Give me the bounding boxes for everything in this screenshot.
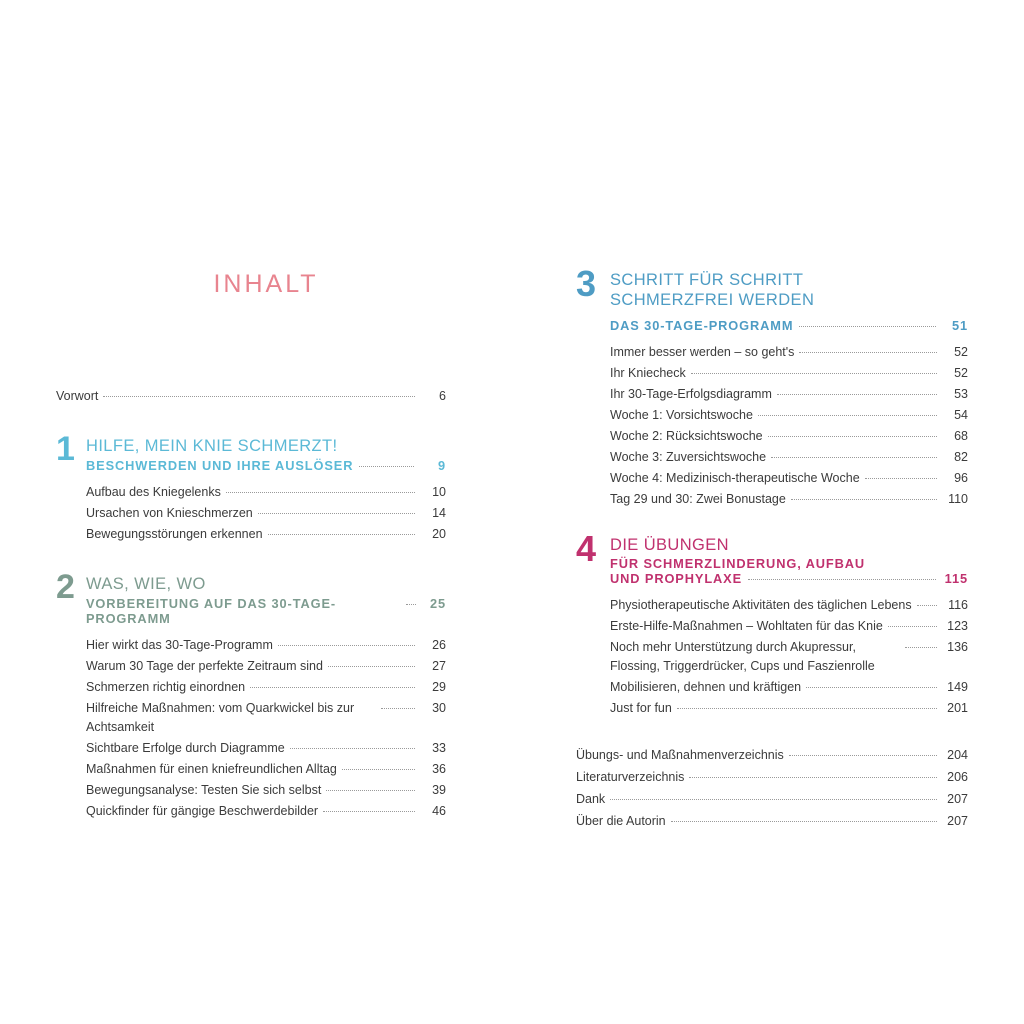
toc-entry-page: 30 [432,701,446,715]
leader-dots [258,513,415,514]
toc-entry-page: 110 [948,492,968,506]
toc-entry-page: 207 [947,814,968,828]
toc-entry-page: 6 [439,389,446,403]
toc-entry-label: Über die Autorin [576,814,666,828]
toc-entry-page: 36 [432,762,446,776]
toc-entry[interactable] [610,448,968,467]
toc-entry[interactable] [86,699,446,737]
toc-entry-label: Dank [576,792,606,806]
toc-entry[interactable] [86,760,446,779]
toc-entry-label: Ursachen von Knieschmerzen [86,506,253,520]
toc-entry[interactable] [610,638,968,676]
toc-entry-page: 26 [432,638,446,652]
toc-entry[interactable] [610,469,968,488]
toc-entry-label: Warum 30 Tage der perfekte Zeitraum sind [86,659,323,673]
leader-dots [799,326,936,327]
toc-entry-label: Woche 4: Medizinisch-therapeutische Woche [610,471,860,485]
toc-entry-page: 14 [432,506,446,520]
page-title: INHALT [213,270,319,298]
toc-entry-page: 206 [947,770,968,784]
leader-dots [758,415,937,416]
toc-entry-page: 204 [947,748,968,762]
leader-dots [777,394,937,395]
toc-entry[interactable] [610,427,968,446]
leader-dots [381,708,415,709]
toc-entry-label: Physiotherapeutische Aktivitäten des täglichen Lebens [610,598,912,612]
chapter-heading-line2: SCHMERZFREI WERDEN [610,291,815,309]
toc-entry-page: 52 [954,345,968,359]
toc-entry[interactable] [576,812,968,831]
chapter-heading: WAS, WIE, WO [86,575,206,593]
toc-entry[interactable] [86,678,446,697]
leader-dots [328,666,415,667]
leader-dots [226,492,415,493]
leader-dots [888,626,937,627]
toc-entry-label: Sichtbare Erfolge durch Diagramme [86,741,285,755]
toc-entry-label: Hier wirkt das 30-Tage-Programm [86,638,273,652]
toc-entry[interactable] [576,790,968,809]
toc-entry[interactable] [610,617,968,636]
toc-entry[interactable] [610,490,968,509]
toc-entry-page: 53 [954,387,968,401]
toc-entry[interactable] [610,596,968,615]
toc-entry-label: Tag 29 und 30: Zwei Bonustage [610,492,786,506]
leader-dots [359,466,414,467]
toc-entry-page: 54 [954,408,968,422]
chapter-number: 1 [56,430,75,468]
leader-dots [748,579,936,580]
leader-dots [691,373,937,374]
toc-entry-label: Ihr 30-Tage-Erfolgsdiagramm [610,387,772,401]
chapter-subheading-line2: UND PROPHYLAXE [610,571,743,586]
leader-dots [268,534,415,535]
leader-dots [789,755,937,756]
toc-entry[interactable] [610,385,968,404]
toc-entry-label: Woche 2: Rücksichtswoche [610,429,763,443]
leader-dots [771,457,937,458]
toc-entry[interactable] [610,406,968,425]
toc-entry[interactable] [86,739,446,758]
leader-dots [323,811,415,812]
toc-entry-label: Erste-Hilfe-Maßnahmen – Wohltaten für das Knie [610,619,883,633]
toc-back-matter [576,746,968,831]
toc-entry-page: 149 [947,680,968,694]
chapter-subheading: DAS 30-TAGE-PROGRAMM [610,318,794,333]
toc-entry-page: 10 [432,485,446,499]
leader-dots [799,352,937,353]
chapter-page: 51 [951,318,968,333]
leader-dots [689,777,937,778]
toc-entry-label: Vorwort [56,389,99,403]
chapter-subheading: BESCHWERDEN UND IHRE AUSLÖSER [86,458,354,473]
toc-entry-vorwort[interactable] [56,387,446,406]
toc-entry-label: Woche 1: Vorsichtswoche [610,408,753,422]
toc-entry-label: Mobilisieren, dehnen und kräftigen [610,680,802,694]
toc-entry-label: Woche 3: Zuversichtswoche [610,450,767,464]
chapter-2[interactable] [56,568,446,821]
leader-dots [278,645,415,646]
toc-entry[interactable] [610,364,968,383]
toc-entry[interactable] [86,636,446,655]
toc-entry-label: Hilfreiche Maßnahmen: vom Quarkwickel bis zur Achtsamkeit [86,701,355,734]
leader-dots [326,790,415,791]
leader-dots [342,769,415,770]
toc-right-column [576,263,968,834]
toc-entry-page: 136 [947,640,968,654]
toc-entry[interactable] [576,768,968,787]
chapter-3[interactable] [576,263,968,509]
leader-dots [290,748,415,749]
leader-dots [406,604,416,605]
toc-entry[interactable] [86,802,446,821]
toc-entry-page: 27 [432,659,446,673]
toc-entry-label: Noch mehr Unterstützung durch Akupressur, Flossing, Triggerdrücker, Cups und Faszienrolle [610,640,875,673]
toc-entry[interactable] [610,699,968,718]
toc-left-column [56,270,446,823]
toc-entry[interactable] [610,678,968,697]
chapter-1[interactable] [56,430,446,544]
toc-entry-page: 33 [432,741,446,755]
toc-entry[interactable] [576,746,968,765]
chapter-page: 25 [429,596,446,611]
chapter-heading: HILFE, MEIN KNIE SCHMERZT! [86,437,338,455]
toc-entry-label: Schmerzen richtig einordnen [86,680,246,694]
toc-entry-label: Maßnahmen für einen kniefreundlichen Alltag [86,762,337,776]
leader-dots [768,436,937,437]
toc-entry-page: 82 [954,450,968,464]
toc-entry-label: Just for fun [610,701,672,715]
leader-dots [791,499,937,500]
toc-entry-page: 116 [948,598,968,612]
chapter-subheading-line1: FÜR SCHMERZLINDERUNG, AUFBAU [610,556,866,571]
toc-entry-label: Ihr Kniecheck [610,366,686,380]
leader-dots [671,821,937,822]
chapter-subheading: VORBEREITUNG AUF DAS 30-TAGE-PROGRAMM [86,596,337,626]
chapter-number: 3 [576,263,597,304]
toc-entry-label: Literaturverzeichnis [576,770,685,784]
toc-entry-label: Bewegungsstörungen erkennen [86,527,263,541]
toc-entry[interactable] [86,525,446,544]
toc-entry-label: Quickfinder für gängige Beschwerdebilder [86,804,319,818]
toc-entry-page: 52 [954,366,968,380]
chapter-page: 9 [437,458,446,473]
leader-dots [917,605,937,606]
leader-dots [610,799,937,800]
leader-dots [250,687,415,688]
toc-entry-label: Aufbau des Kniegelenks [86,485,221,499]
leader-dots [905,647,937,648]
chapter-page: 115 [944,571,968,586]
toc-entry-page: 29 [432,680,446,694]
toc-entry-page: 96 [954,471,968,485]
leader-dots [806,687,937,688]
chapter-number: 2 [56,568,75,606]
toc-entry-page: 46 [432,804,446,818]
chapter-heading-line1: SCHRITT FÜR SCHRITT [610,271,804,289]
leader-dots [103,396,415,397]
toc-entry[interactable] [86,657,446,676]
toc-entry-label: Übungs- und Maßnahmenverzeichnis [576,748,784,762]
toc-entry[interactable] [86,781,446,800]
toc-entry[interactable] [86,483,446,502]
leader-dots [865,478,937,479]
toc-entry-page: 68 [954,429,968,443]
toc-entry-page: 201 [947,701,968,715]
chapter-heading-line1: DIE ÜBUNGEN [610,536,729,554]
toc-entry-page: 123 [947,619,968,633]
toc-entry[interactable] [86,504,446,523]
toc-entry-page: 20 [432,527,446,541]
toc-entry-page: 207 [947,792,968,806]
chapter-number: 4 [576,528,597,569]
toc-entry-label: Immer besser werden – so geht's [610,345,795,359]
toc-entry-label: Bewegungsanalyse: Testen Sie sich selbst [86,783,322,797]
leader-dots [677,708,937,709]
toc-entry-page: 39 [432,783,446,797]
chapter-4[interactable] [576,528,968,718]
toc-entry[interactable] [610,343,968,362]
